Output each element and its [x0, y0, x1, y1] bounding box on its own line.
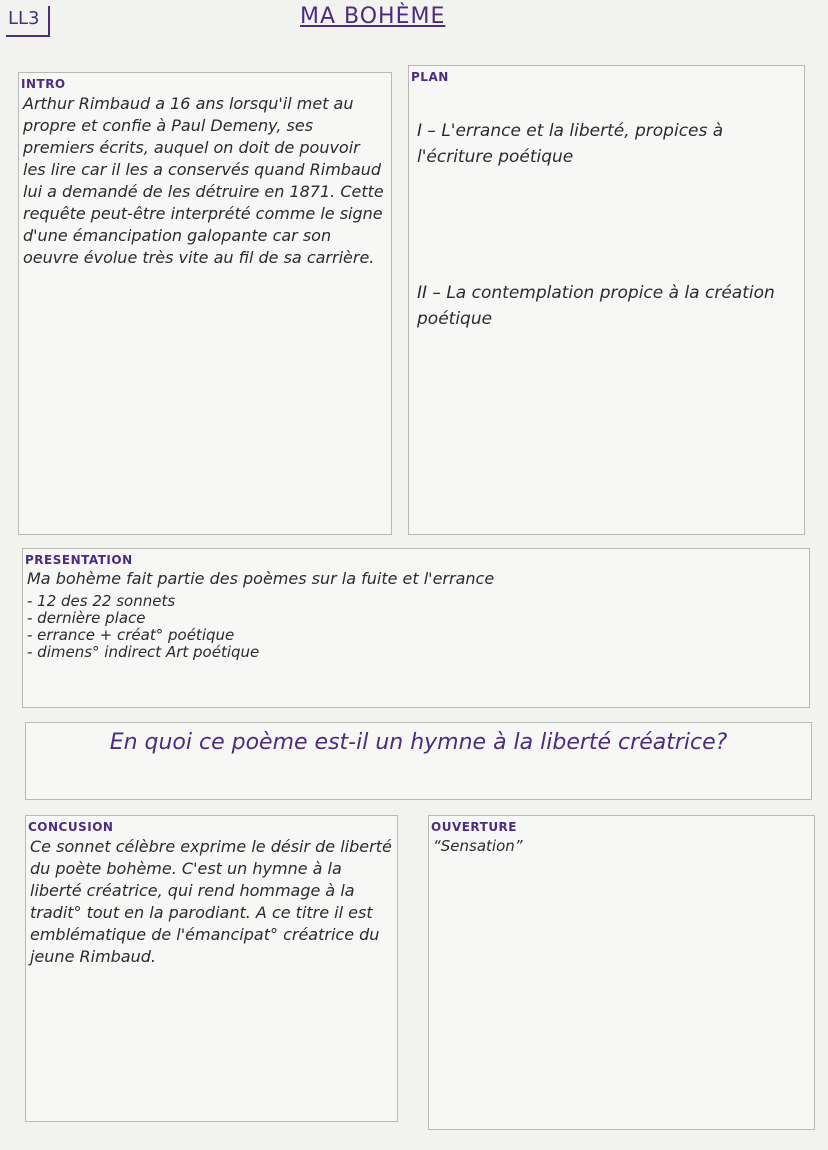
- conclusion-text: Ce sonnet célèbre exprime le désir de liberté du poète bohème. C'est un hymne à la liberté créatrice, qui rend hommage à la tradit° tout en la parodiant. A ce titre il est emblématique de l'émancipat° créatrice du jeune Rimbaud.: [30, 837, 392, 966]
- ouverture-heading: OUVERTURE: [431, 820, 517, 834]
- sheet-code: LL3: [6, 6, 50, 37]
- problematique-box: [25, 722, 812, 800]
- presentation-bullet: - dimens° indirect Art poétique: [27, 643, 260, 661]
- plan-part-2: II – La contemplation propice à la création poétique: [417, 283, 775, 329]
- conclusion-box: [25, 815, 398, 1122]
- intro-text: Arthur Rimbaud a 16 ans lorsqu'il met au propre et confie à Paul Demeny, ses premiers écrits, auquel on doit de pouvoir les lire car il les a conservés quand Rimbaud lui a demandé de les détruire en 1871. Cette requête peut-être interprété comme le signe d'une émancipation galopante car son oeuvre évolue très vite au fil de sa carrière.: [23, 94, 384, 267]
- presentation-bullet: - errance + créat° poétique: [27, 626, 235, 644]
- intro-heading: INTRO: [21, 77, 66, 91]
- presentation-box: [22, 548, 810, 708]
- conclusion-heading: CONCUSION: [28, 820, 114, 834]
- presentation-text: Ma bohème fait partie des poèmes sur la fuite et l'errance: [27, 569, 495, 588]
- plan-box: [408, 65, 805, 535]
- presentation-heading: PRESENTATION: [25, 553, 133, 567]
- ouverture-text: “Sensation”: [433, 837, 523, 855]
- presentation-bullet: - dernière place: [27, 609, 146, 627]
- ouverture-box: [428, 815, 815, 1130]
- presentation-bullet: - 12 des 22 sonnets: [27, 592, 176, 610]
- intro-box: [18, 72, 392, 535]
- plan-heading: PLAN: [411, 70, 449, 84]
- plan-part-1: I – L'errance et la liberté, propices à l'écriture poétique: [417, 121, 724, 167]
- page-title: MA BOHÈME: [300, 4, 446, 29]
- problematique-text: En quoi ce poème est-il un hymne à la liberté créatrice?: [109, 730, 728, 755]
